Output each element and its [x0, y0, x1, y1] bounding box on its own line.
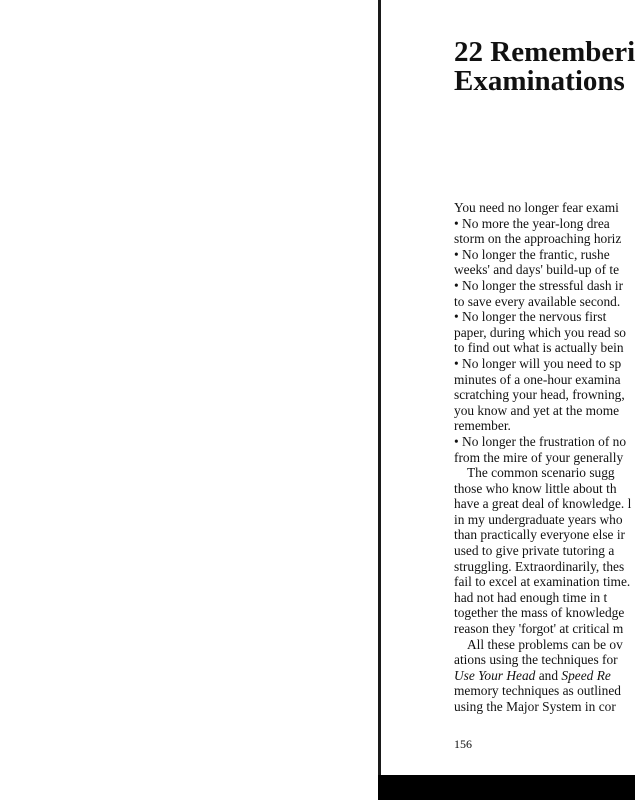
chapter-title	[454, 38, 635, 96]
bullet-line: • No longer the frustration of no	[454, 433, 627, 449]
book-page	[381, 0, 635, 775]
bullet-line: • No longer the frantic, rushe	[454, 246, 610, 262]
book-title-use-your-head: Use Your Head	[454, 667, 536, 683]
scan-edge-bar	[378, 775, 635, 800]
text-line: ations using the techniques for	[454, 652, 618, 668]
bullet-line: • No longer will you need to sp	[454, 355, 622, 371]
page-number: 156	[454, 737, 472, 751]
conjunction-text: and	[538, 667, 559, 683]
bullet-line: • No longer the nervous first	[454, 309, 607, 325]
bullet-line: • No longer the stressful dash ir	[454, 277, 624, 293]
text-line: to save every available second.	[454, 293, 621, 309]
text-line: paper, during which you read so	[454, 324, 627, 340]
text-line: you know and yet at the mome	[454, 402, 620, 418]
text-line: remember.	[454, 418, 511, 434]
text-line: struggling. Extraordinarily, thes	[454, 558, 625, 574]
text-line: to find out what is actually bein	[454, 340, 624, 356]
text-line: memory techniques as outlined	[454, 683, 621, 699]
text-line: in my undergraduate years who	[454, 511, 623, 527]
text-line: using the Major System in cor	[454, 699, 616, 714]
text-line: You need no longer fear exami	[454, 200, 619, 215]
text-line: used to give private tutoring a	[454, 543, 615, 559]
text-line: together the mass of knowledge	[454, 605, 625, 621]
chapter-title-line: Examinations	[454, 65, 625, 97]
text-line: have a great deal of knowledge. l	[454, 496, 632, 512]
text-line: fail to excel at examination time.	[454, 574, 631, 590]
text-line: than practically everyone else ir	[454, 527, 626, 543]
text-line: minutes of a one-hour examina	[454, 371, 621, 387]
text-line: storm on the approaching horiz	[454, 231, 622, 247]
text-line: had not had enough time in t	[454, 589, 608, 605]
chapter-title-line: 22 Rememberi	[454, 36, 635, 68]
text-line: those who know little about th	[454, 480, 617, 496]
text-line: scratching your head, frowning,	[454, 387, 625, 403]
text-line: weeks' and days' build-up of te	[454, 262, 620, 278]
book-title-speed-reading: Speed Re	[561, 667, 611, 683]
text-line: reason they 'forgot' at critical m	[454, 621, 624, 637]
text-line: from the mire of your generally	[454, 449, 624, 465]
paragraph-start-line: All these problems can be ov	[467, 636, 623, 652]
text-line-with-titles	[454, 668, 635, 684]
paragraph-start-line: The common scenario sugg	[467, 465, 615, 481]
bullet-line: • No more the year-long drea	[454, 215, 610, 231]
chapter-body-text	[454, 200, 635, 715]
